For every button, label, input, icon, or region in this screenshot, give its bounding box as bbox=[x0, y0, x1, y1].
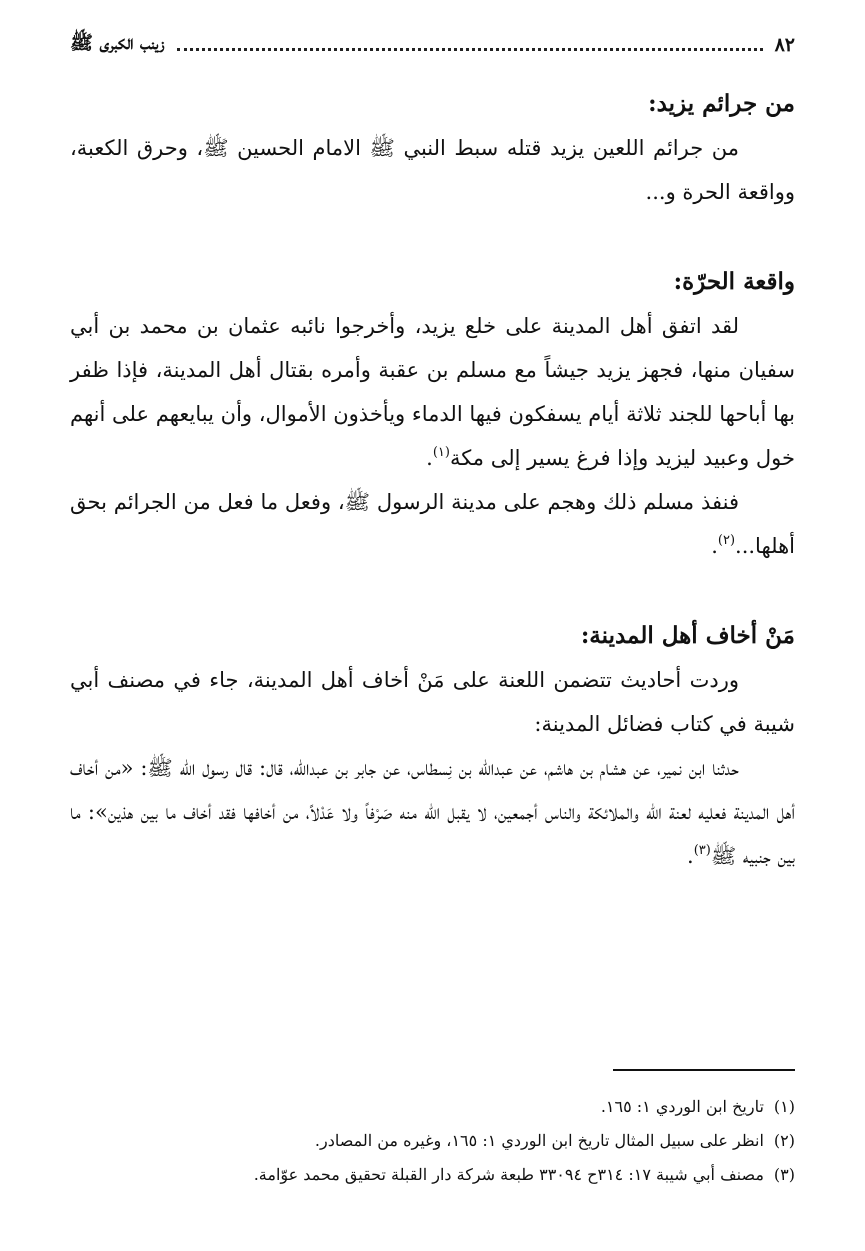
footnote-2 bbox=[70, 1124, 795, 1158]
running-header bbox=[70, 30, 795, 60]
section-heading-yazid-crimes: من جرائم يزيد: bbox=[648, 90, 795, 117]
footnote-3 bbox=[70, 1158, 795, 1192]
footnote-number: (٢) bbox=[773, 1131, 795, 1150]
footnote-separator bbox=[613, 1069, 795, 1071]
header-dot-leader bbox=[177, 48, 763, 51]
paragraph-text: فنفذ مسلم ذلك وهجم على مدينة الرسول ﷺ، وفعل ما فعل من الجرائم بحق أهلها... bbox=[70, 490, 795, 558]
paragraph: لقد اتفق أهل المدينة على خلع يزيد، وأخرجوا نائبه عثمان بن محمد بن أبي سفيان منها، فجهز يزيد جيشاً مع مسلم بن عقبة وأمره بقتال أهل المدينة، فإذا ظفر بها أباحها للجند ثلاثة أيام يسفكون فيها الدماء ويأخذون الأموال، وأن يبايعهم على أنهم خول وعبيد ليزيد وإذا فرغ يسير إلى مكة$^{(١)}$. bbox=[70, 314, 795, 470]
section-heading-frightening-medina: مَنْ أخاف أهل المدينة: bbox=[580, 622, 795, 649]
section-spacer bbox=[70, 214, 795, 260]
paragraph: وردت أحاديث تتضمن اللعنة على مَنْ أخاف أهل المدينة، جاء في مصنف أبي شيبة في كتاب فضائل المدينة: bbox=[70, 668, 795, 736]
section-heading-harra: واقعة الحرّة: bbox=[673, 268, 795, 295]
footnote-number: (١) bbox=[773, 1097, 795, 1116]
paragraph: من جرائم اللعين يزيد قتله سبط النبي ﷺ الامام الحسين ﷺ، وحرق الكعبة، وواقعة الحرة و... bbox=[70, 136, 795, 204]
section-spacer bbox=[70, 568, 795, 614]
footnote-ref[interactable]: (٢) bbox=[717, 533, 736, 548]
footnote-text: مصنف أبي شيبة ١٧: ٣١٤ح ٣٣٠٩٤ طبعة شركة دار القبلة تحقيق محمد عوّامة. bbox=[253, 1165, 764, 1184]
footnotes bbox=[70, 1090, 795, 1192]
paragraph-text: لقد اتفق أهل المدينة على خلع يزيد، وأخرجوا نائبه عثمان بن محمد بن أبي سفيان منها، فجهز يزيد جيشاً مع مسلم بن عقبة وأمره بقتال أهل المدينة، فإذا ظفر بها أباحها للجند ثلاثة أيام يسفكون فيها الدماء ويأخذون الأموال، وأن يبايعهم على أنهم خول وعبيد ليزيد وإذا فرغ يسير إلى مكة bbox=[70, 314, 795, 470]
footnote-1 bbox=[70, 1090, 795, 1124]
paragraph: فنفذ مسلم ذلك وهجم على مدينة الرسول ﷺ، وفعل ما فعل من الجرائم بحق أهلها...$^{(٢)}$. bbox=[70, 490, 795, 558]
page-number: ٨٢ bbox=[774, 34, 795, 56]
footnote-text: انظر على سبيل المثال تاريخ ابن الوردي ١: ١٦٥، وغيره من المصادر. bbox=[314, 1131, 764, 1150]
paragraph: حدثنا ابن نمير، عن هشام بن هاشم، عن عبدالله بن نِسطاس، عن جابر بن عبدالله، قال: قال رسول الله ﷺ: «من أخاف أهل المدينة فعليه لعنة الله والملائكة والناس أجمعين، لا يقبل الله منه صَرْفاً ولا عَدْلاً، من أخافها فقد أخاف ما بين هذين»: ما بين جنبيه ﷺ$^{(٣)}$. bbox=[70, 756, 795, 868]
footnote-ref[interactable]: (٣) bbox=[693, 843, 711, 858]
footnote-number: (٣) bbox=[773, 1165, 795, 1184]
paragraph-text: حدثنا ابن نمير، عن هشام بن هاشم، عن عبدالله بن نِسطاس، عن جابر بن عبدالله، قال: قال رسول الله ﷺ: «من أخاف أهل المدينة فعليه لعنة الله والملائكة والناس أجمعين، لا يقبل الله منه صَرْفاً ولا عَدْلاً، من أخافها فقد أخاف ما بين هذين»: ما بين جنبيه ﷺ bbox=[70, 756, 795, 868]
page-body bbox=[70, 82, 795, 878]
footnote-text: تاريخ ابن الوردي ١: ١٦٥. bbox=[600, 1097, 764, 1116]
footnote-ref[interactable]: (١) bbox=[432, 445, 450, 460]
running-title: زينب الكبرى ﷺ bbox=[70, 32, 165, 54]
